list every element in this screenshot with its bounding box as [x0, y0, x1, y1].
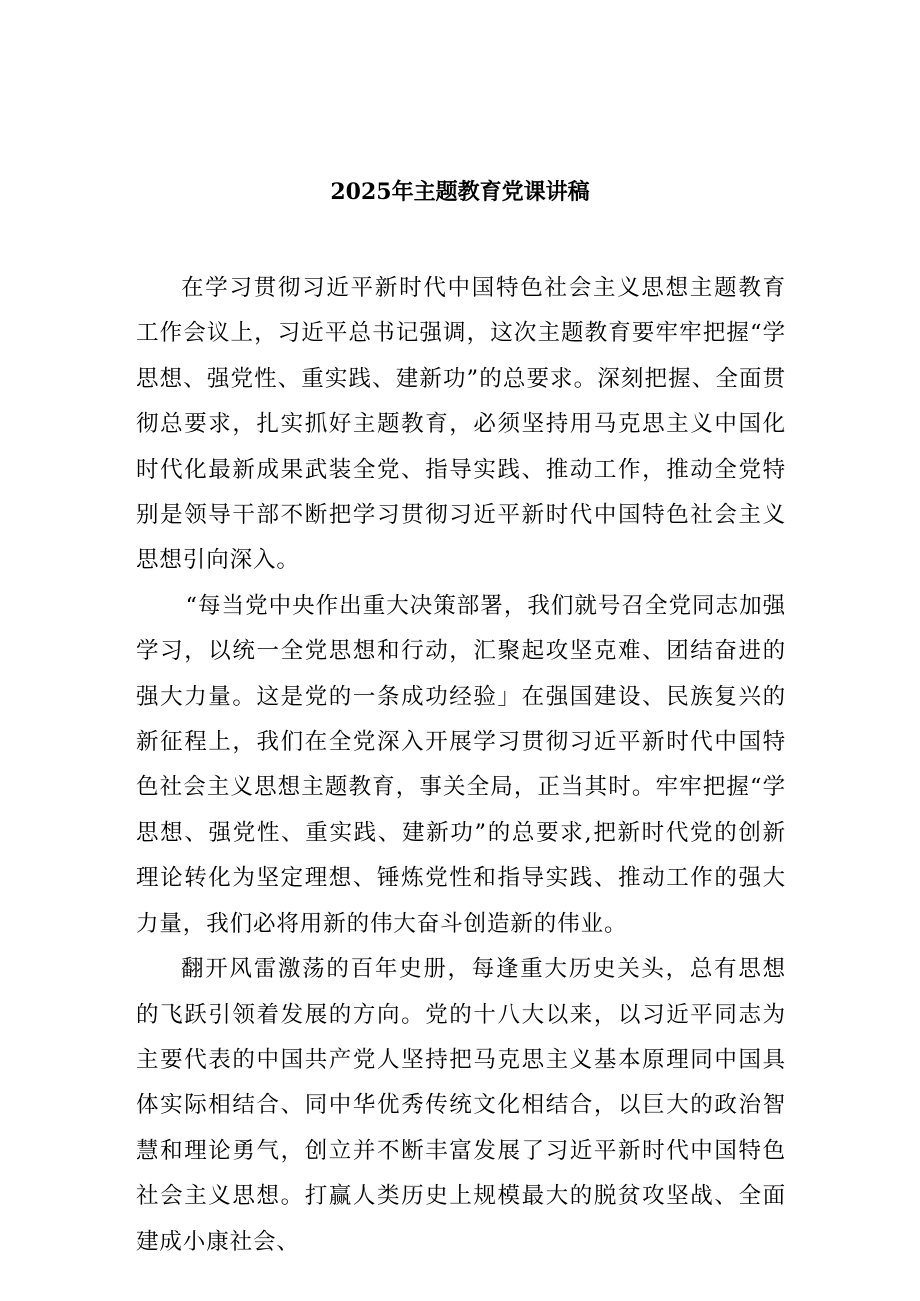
paragraph: 翻开风雷激荡的百年史册，每逢重大历史关头，总有思想的飞跃引领着发展的方向。党的十八大以来，以习近平同志为主要代表的中国共产党人坚持把马克思主义基本原理同中国具体实际相结合、同中华优秀传统文化相结合，以巨大的政治智慧和理论勇气，创立并不断丰富发展了习近平新时代中国特色社会主义思想。打赢人类历史上规模最大的脱贫攻坚战、全面建成小康社会、 — [136, 956, 786, 1255]
paragraph: “每当党中央作出重大决策部署，我们就号召全党同志加强学习，以统一全党思想和行动，汇聚起攻坚克难、团结奋进的强大力量。这是党的一条成功经验」在强国建设、民族复兴的新征程上，我们在全党深入开展学习贯彻习近平新时代中国特色社会主义思想主题教育，事关全局，正当其时。牢牢把握“学思想、强党性、重实践、建新功”的总要求,把新时代党的创新理论转化为坚定理想、锤炼党性和指导实践、推动工作的强大力量，我们必将用新的伟大奋斗创造新的伟业。 — [136, 592, 786, 937]
document-body — [136, 266, 786, 1265]
document-title: 2025年主题教育党课讲稿 — [330, 179, 590, 205]
paragraph: 在学习贯彻习近平新时代中国特色社会主义思想主题教育工作会议上，习近平总书记强调，这次主题教育要牢牢把握“学思想、强党性、重实践、建新功”的总要求。深刻把握、全面贯彻总要求，扎实抓好主题教育，必须坚持用马克思主义中国化时代化最新成果武装全党、指导实践、推动工作，推动全党特别是领导干部不断把学习贯彻习近平新时代中国特色社会主义思想引向深入。 — [136, 275, 786, 574]
